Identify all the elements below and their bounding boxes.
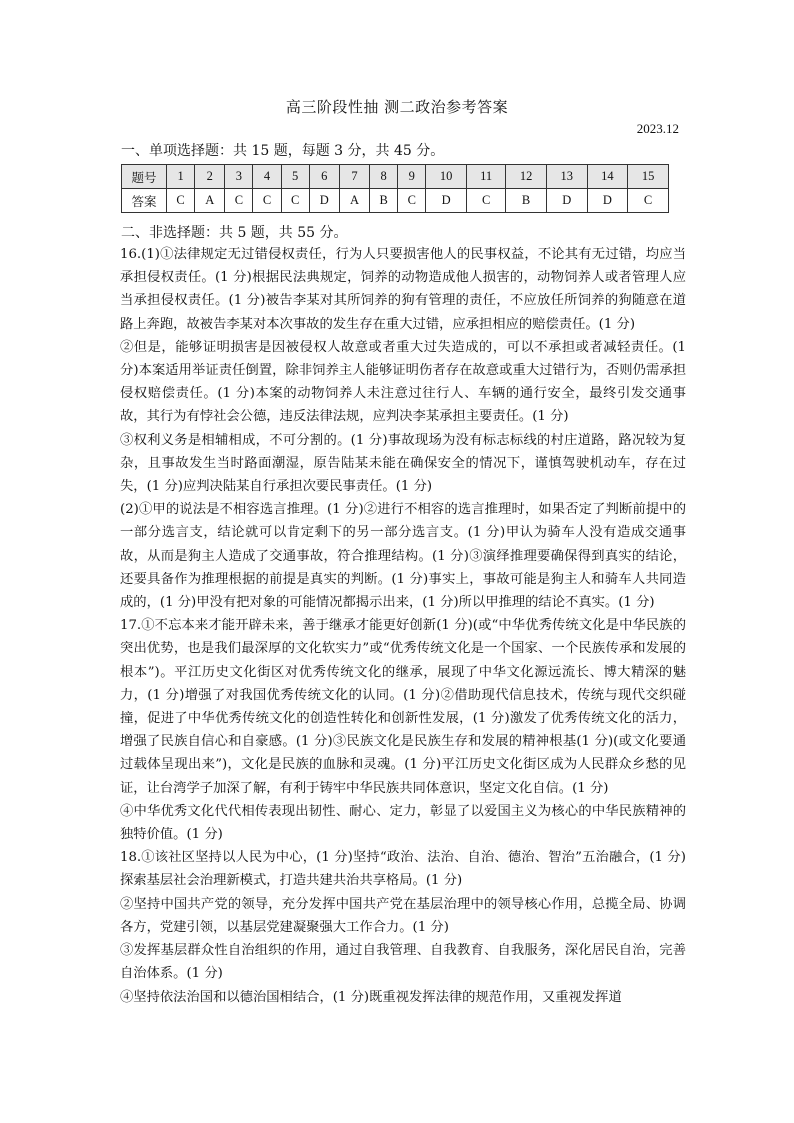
answer-cell: B xyxy=(506,189,547,213)
question-number: 6 xyxy=(309,165,339,189)
answer-cell: D xyxy=(546,189,587,213)
question-number: 4 xyxy=(253,165,281,189)
answer-body xyxy=(120,243,686,1009)
question-number: 10 xyxy=(426,165,467,189)
answer-paragraph: ④坚持依法治国和以德治国相结合，(1 分)既重视发挥法律的规范作用，又重视发挥道 xyxy=(120,989,622,1005)
answer-paragraph: 17.①不忘本来才能开辟未来，善于继承才能更好创新(1 分)(或“中华优秀传统文化是中华民族的突出优势，也是我们最深厚的文化软实力”或“优秀传统文化是一个国家、一个民族传承和发展的根本”)。平江历史文化街区对优秀传统文化的继承，展现了中华文化源远流长、博大精深的魅力，(1 分)增强了对我国优秀传统文化的认同。(1 分)②借助现代信息技术，传统与现代交织碰撞，促进了中华优秀传统文化的创造性转化和创新性发展，(1 分)激发了优秀传统文化的活力，增强了民族自信心和自豪感。(1 分)③民族文化是民族生存和发展的精神根基(1 分)(或文化要通过载体呈现出来”)，文化是民族的血脉和灵魂。(1 分)平江历史文化街区成为人民群众乡愁的见证，让台湾学子加深了解，有利于铸牢中华民族共同体意识，坚定文化自信。(1 分) xyxy=(120,618,686,796)
answer-paragraph: ②但是，能够证明损害是因被侵权人故意或者重大过失造成的，可以不承担或者减轻责任。(1 分)本案适用举证责任倒置，除非饲养主人能够证明伤者存在故意或重大过错行为，否则仍需承担侵权赔偿责任。(1 分)本案的动物饲养人未注意过往行人、车辆的通行安全，最终引发交通事故，其行为有悖社会公德，违反法律法规，应判决李某承担主要责任。(1 分) xyxy=(120,339,686,425)
answer-cell: C xyxy=(281,189,309,213)
answer-cell: C xyxy=(628,189,669,213)
section-heading-choice: 一、单项选择题：共 15 题，每题 3 分，共 45 分。 xyxy=(121,143,445,159)
answer-paragraph: ②坚持中国共产党的领导，充分发挥中国共产党在基层治理中的领导核心作用，总揽全局、协调各方，党建引领，以基层党建凝聚强大工作合力。(1 分) xyxy=(120,896,686,935)
question-number: 7 xyxy=(339,165,369,189)
document-date: 2023.12 xyxy=(636,121,679,136)
answer-cell: D xyxy=(309,189,339,213)
section-heading-essay: 二、非选择题：共 5 题，共 55 分。 xyxy=(121,225,348,241)
answer-cell: C xyxy=(225,189,253,213)
document-title: 高三阶段性抽 测二政治参考答案 xyxy=(285,98,509,116)
question-number: 13 xyxy=(546,165,587,189)
answer-cell: A xyxy=(339,189,369,213)
answer-cell: C xyxy=(398,189,426,213)
question-number: 12 xyxy=(506,165,547,189)
answer-paragraph: ③权利义务是相辅相成，不可分割的。(1 分)事故现场为没有标志标线的村庄道路，路况较为复杂，且事故发生当时路面潮湿，原告陆某未能在确保安全的情况下，谨慎驾驶机动车，存在过失，(1 分)应判决陆某自行承担次要民事责任。(1 分) xyxy=(120,432,686,495)
answer-cell: C xyxy=(467,189,506,213)
question-number: 14 xyxy=(587,165,628,189)
answer-paragraph: ④中华优秀文化代代相传表现出韧性、耐心、定力，彰显了以爱国主义为核心的中华民族精神的独特价值。(1 分) xyxy=(120,803,686,843)
answer-cell: D xyxy=(587,189,628,213)
row-label-number: 题号 xyxy=(122,165,167,189)
question-number: 8 xyxy=(370,165,398,189)
answer-cell: C xyxy=(253,189,281,213)
question-number-row xyxy=(122,165,669,189)
question-number: 9 xyxy=(398,165,426,189)
answer-row xyxy=(122,189,669,213)
question-number: 11 xyxy=(467,165,506,189)
answer-paragraph: ③发挥基层群众性自治组织的作用，通过自我管理、自我教育、自我服务，深化居民自治，完善自治体系。(1 分) xyxy=(120,943,686,982)
answer-cell: B xyxy=(370,189,398,213)
answer-cell: D xyxy=(426,189,467,213)
question-number: 15 xyxy=(628,165,669,189)
question-number: 1 xyxy=(167,165,195,189)
question-number: 3 xyxy=(225,165,253,189)
answer-table xyxy=(121,164,669,213)
answer-paragraph: 16.(1)①法律规定无过错侵权责任，行为人只要损害他人的民事权益，不论其有无过错，均应当承担侵权责任。(1 分)根据民法典规定，饲养的动物造成他人损害的，动物饲养人或者管理人应当承担侵权责任。(1 分)被告李某对其所饲养的狗有管理的责任，不应放任所饲养的狗随意在道路上奔跑，故被告李某对本次事故的发生存在重大过错，应承担相应的赔偿责任。(1 分) xyxy=(120,247,686,332)
row-label-answer: 答案 xyxy=(122,189,167,213)
question-number: 2 xyxy=(195,165,225,189)
answer-paragraph: 18.①该社区坚持以人民为中心，(1 分)坚持“政治、法治、自治、德治、智治”五治融合，(1 分)探索基层社会治理新模式，打造共建共治共享格局。(1 分) xyxy=(120,850,686,889)
answer-cell: C xyxy=(167,189,195,213)
question-number: 5 xyxy=(281,165,309,189)
answer-paragraph: (2)①甲的说法是不相容选言推理。(1 分)②进行不相容的选言推理时，如果否定了判断前提中的一部分选言支，结论就可以肯定剩下的另一部分选言支。(1 分)甲认为骑车人没有造成交通事故，从而是狗主人造成了交通事故，符合推理结构。(1 分)③演绎推理要确保得到真实的结论，还要具备作为推理根据的前提是真实的判断。(1 分)事实上，事故可能是狗主人和骑车人共同造成的，(1 分)甲没有把对象的可能情况都揭示出来，(1 分)所以甲推理的结论不真实。(1 分) xyxy=(120,502,686,611)
answer-cell: A xyxy=(195,189,225,213)
